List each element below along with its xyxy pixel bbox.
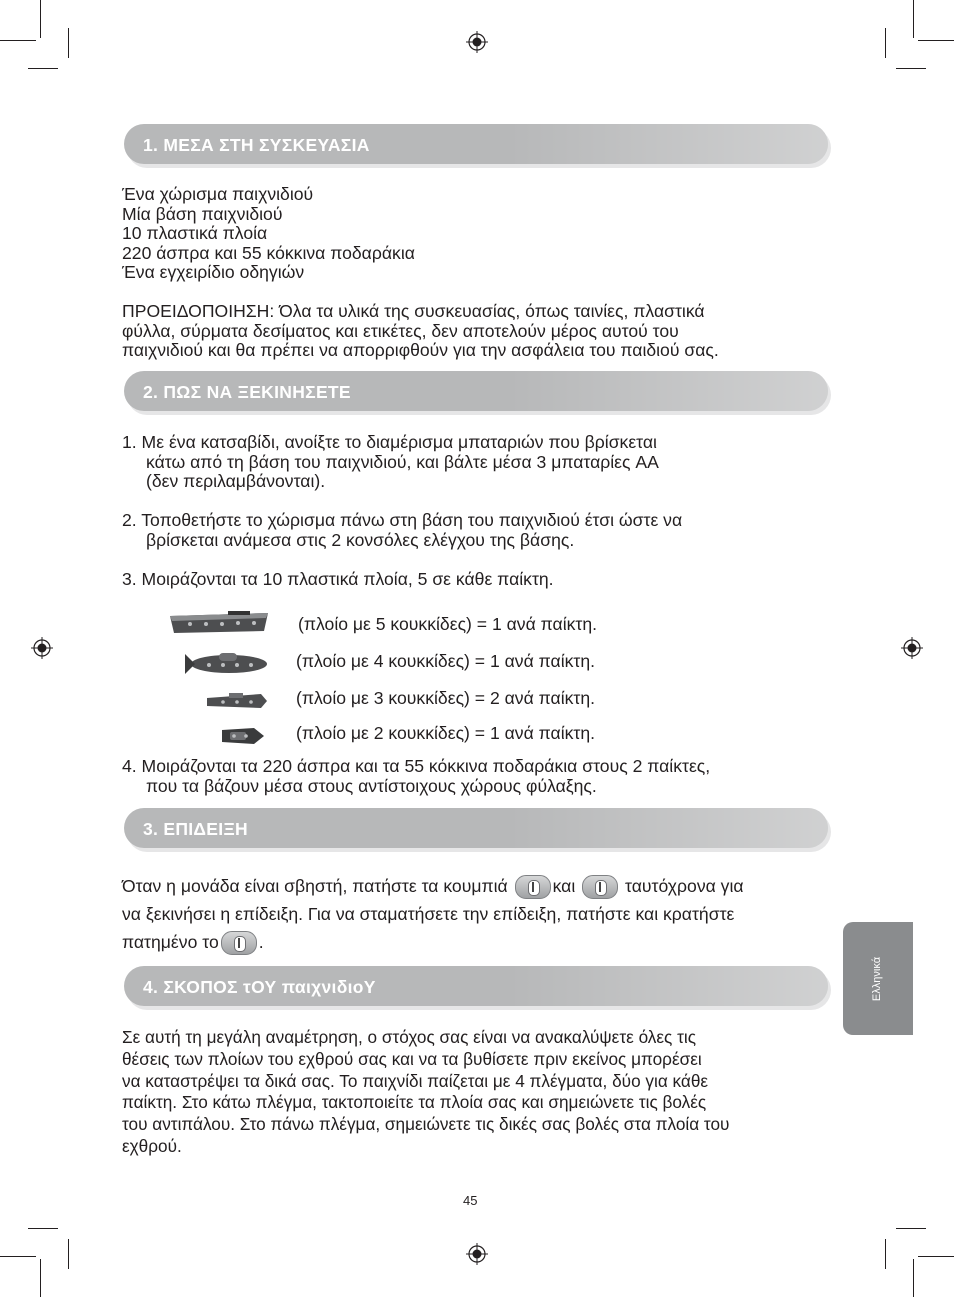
ship-5-dots-label: (πλοίο με 5 κουκκίδες) = 1 ανά παίκτη. bbox=[298, 614, 598, 634]
objective-paragraph bbox=[122, 1027, 729, 1158]
language-label: Ελληνικά bbox=[870, 956, 883, 1001]
demo-text: Όταν η μονάδα είναι σβηστή, πατήστε τα κουμπιά bbox=[122, 876, 508, 896]
crop-mark bbox=[913, 0, 914, 38]
ship-2-dots-label: (πλοίο με 2 κουκκίδες) = 1 ανά παίκτη. bbox=[296, 723, 596, 743]
fire-button-icon bbox=[582, 875, 618, 899]
demo-paragraph bbox=[122, 872, 744, 956]
step-line: (δεν περιλαμβάνονται). bbox=[146, 471, 326, 492]
list-item: 10 πλαστικά πλοία bbox=[122, 223, 268, 244]
section-header bbox=[124, 124, 828, 164]
demo-line bbox=[122, 872, 744, 900]
step-line: 3. Μοιράζονται τα 10 πλαστικά πλοία, 5 σε κάθε παίκτη. bbox=[122, 569, 554, 589]
registration-mark-icon bbox=[901, 637, 923, 659]
demo-text: ταυτόχρονα για bbox=[625, 876, 744, 896]
step-4 bbox=[122, 757, 710, 796]
registration-mark-icon bbox=[466, 1243, 488, 1265]
ship-4-dots-label: (πλοίο με 4 κουκκίδες) = 1 ανά παίκτη. bbox=[296, 651, 596, 671]
contents-list bbox=[122, 185, 415, 283]
section-title: 4. ΣΚΟΠΟΣ τΟΥ παιχνιδιοΥ bbox=[143, 977, 376, 997]
crop-mark bbox=[918, 1256, 954, 1257]
demo-text: πατημένο το bbox=[122, 932, 219, 952]
warning-line: φύλλα, σύρματα δεσίματος και ετικέτες, δεν αποτελούν μέρος αυτού του bbox=[122, 320, 679, 341]
crop-mark bbox=[40, 1259, 41, 1297]
select-button-icon bbox=[515, 875, 551, 899]
destroyer-ship-icon bbox=[205, 690, 269, 712]
objective-line: εχθρού. bbox=[122, 1135, 182, 1156]
list-item: Ένα εγχειρίδιο οδηγιών bbox=[122, 262, 305, 283]
step-line: βρίσκεται ανάμεσα στις 2 κονσόλες ελέγχου της βάσης. bbox=[146, 529, 575, 550]
crop-mark bbox=[896, 68, 926, 69]
crop-mark bbox=[918, 40, 954, 41]
carrier-ship-icon bbox=[168, 610, 272, 636]
crop-mark bbox=[0, 1256, 36, 1257]
objective-line: του αντιπάλου. Στο πάνω πλέγμα, σημειώνετε τις δικές σας βολές στα πλοία του bbox=[122, 1114, 730, 1135]
ship-3-dots-label: (πλοίο με 3 κουκκίδες) = 2 ανά παίκτη. bbox=[296, 688, 596, 708]
step-2 bbox=[122, 511, 682, 550]
objective-line: να καταστρέψει τα δικά σας. Το παιχνίδι παίζεται με 4 πλέγματα, δύο για κάθε bbox=[122, 1070, 709, 1091]
crop-mark bbox=[68, 1239, 69, 1269]
demo-text: . bbox=[258, 932, 264, 952]
section-header bbox=[124, 808, 828, 848]
crop-mark bbox=[896, 1228, 926, 1229]
crop-mark bbox=[885, 1239, 886, 1269]
submarine-ship-icon bbox=[183, 649, 269, 677]
page-number: 45 bbox=[463, 1193, 478, 1208]
objective-line: παίκτη. Στο κάτω πλέγμα, τακτοποιείτε τα πλοία σας και σημειώνετε τις βολές bbox=[122, 1092, 707, 1113]
crop-mark bbox=[68, 28, 69, 58]
patrol-boat-icon bbox=[220, 724, 266, 748]
section-header bbox=[124, 966, 828, 1006]
objective-line: θέσεις των πλοίων του εχθρού σας και να τα βυθίσετε πριν εκείνος μπορέσει bbox=[122, 1048, 702, 1069]
crop-mark bbox=[913, 1259, 914, 1297]
section-title: 2. ΠΩΣ ΝΑ ΞΕΚΙΝΗΣΕΤΕ bbox=[143, 382, 351, 402]
warning-line: παιχνιδιού και θα πρέπει να απορριφθούν για την ασφάλεια του παιδιού σας. bbox=[122, 340, 719, 361]
registration-mark-icon bbox=[466, 31, 488, 53]
demo-line: να ξεκινήσει η επίδειξη. Για να σταματήσετε την επίδειξη, πατήστε και κρατήστε bbox=[122, 904, 735, 924]
objective-line: Σε αυτή τη μεγάλη αναμέτρηση, ο στόχος σας είναι να ανακαλύψετε όλες τις bbox=[122, 1027, 697, 1047]
crop-mark bbox=[40, 0, 41, 38]
crop-mark bbox=[0, 40, 36, 41]
step-line: 4. Μοιράζονται τα 220 άσπρα και τα 55 κόκκινα ποδαράκια στους 2 παίκτες, bbox=[122, 756, 711, 776]
demo-text: και bbox=[552, 876, 576, 896]
step-3 bbox=[122, 570, 554, 590]
fire-button-icon bbox=[221, 931, 257, 955]
step-line: κάτω από τη βάση του παιχνιδιού, και βάλτε μέσα 3 μπαταρίες AA bbox=[146, 451, 659, 472]
step-1 bbox=[122, 433, 659, 492]
crop-mark bbox=[28, 68, 58, 69]
list-item: 220 άσπρα και 55 κόκκινα ποδαράκια bbox=[122, 242, 415, 263]
demo-line bbox=[122, 928, 744, 956]
warning-paragraph bbox=[122, 302, 719, 361]
crop-mark bbox=[885, 28, 886, 58]
step-line: που τα βάζουν μέσα στους αντίστοιχους χώρους φύλαξης. bbox=[146, 775, 597, 796]
warning-line: ΠΡΟΕΙΔΟΠΟΙΗΣΗ: Όλα τα υλικά της συσκευασίας, όπως ταινίες, πλαστικά bbox=[122, 301, 705, 321]
language-side-tab bbox=[843, 922, 913, 1035]
step-line: 2. Τοποθετήστε το χώρισμα πάνω στη βάση του παιχνιδιού έτσι ώστε να bbox=[122, 510, 683, 530]
list-item: Ένα χώρισμα παιχνιδιού bbox=[122, 184, 314, 204]
section-header bbox=[124, 371, 828, 411]
list-item: Μία βάση παιχνιδιού bbox=[122, 203, 283, 224]
step-line: 1. Με ένα κατσαβίδι, ανοίξτε το διαμέρισμα μπαταριών που βρίσκεται bbox=[122, 432, 657, 452]
registration-mark-icon bbox=[31, 637, 53, 659]
section-title: 1. ΜΕΣΑ ΣΤΗ ΣΥΣΚΕΥΑΣΙΑ bbox=[143, 135, 370, 155]
section-title: 3. ΕΠΙΔΕΙΞΗ bbox=[143, 819, 248, 839]
crop-mark bbox=[28, 1228, 58, 1229]
